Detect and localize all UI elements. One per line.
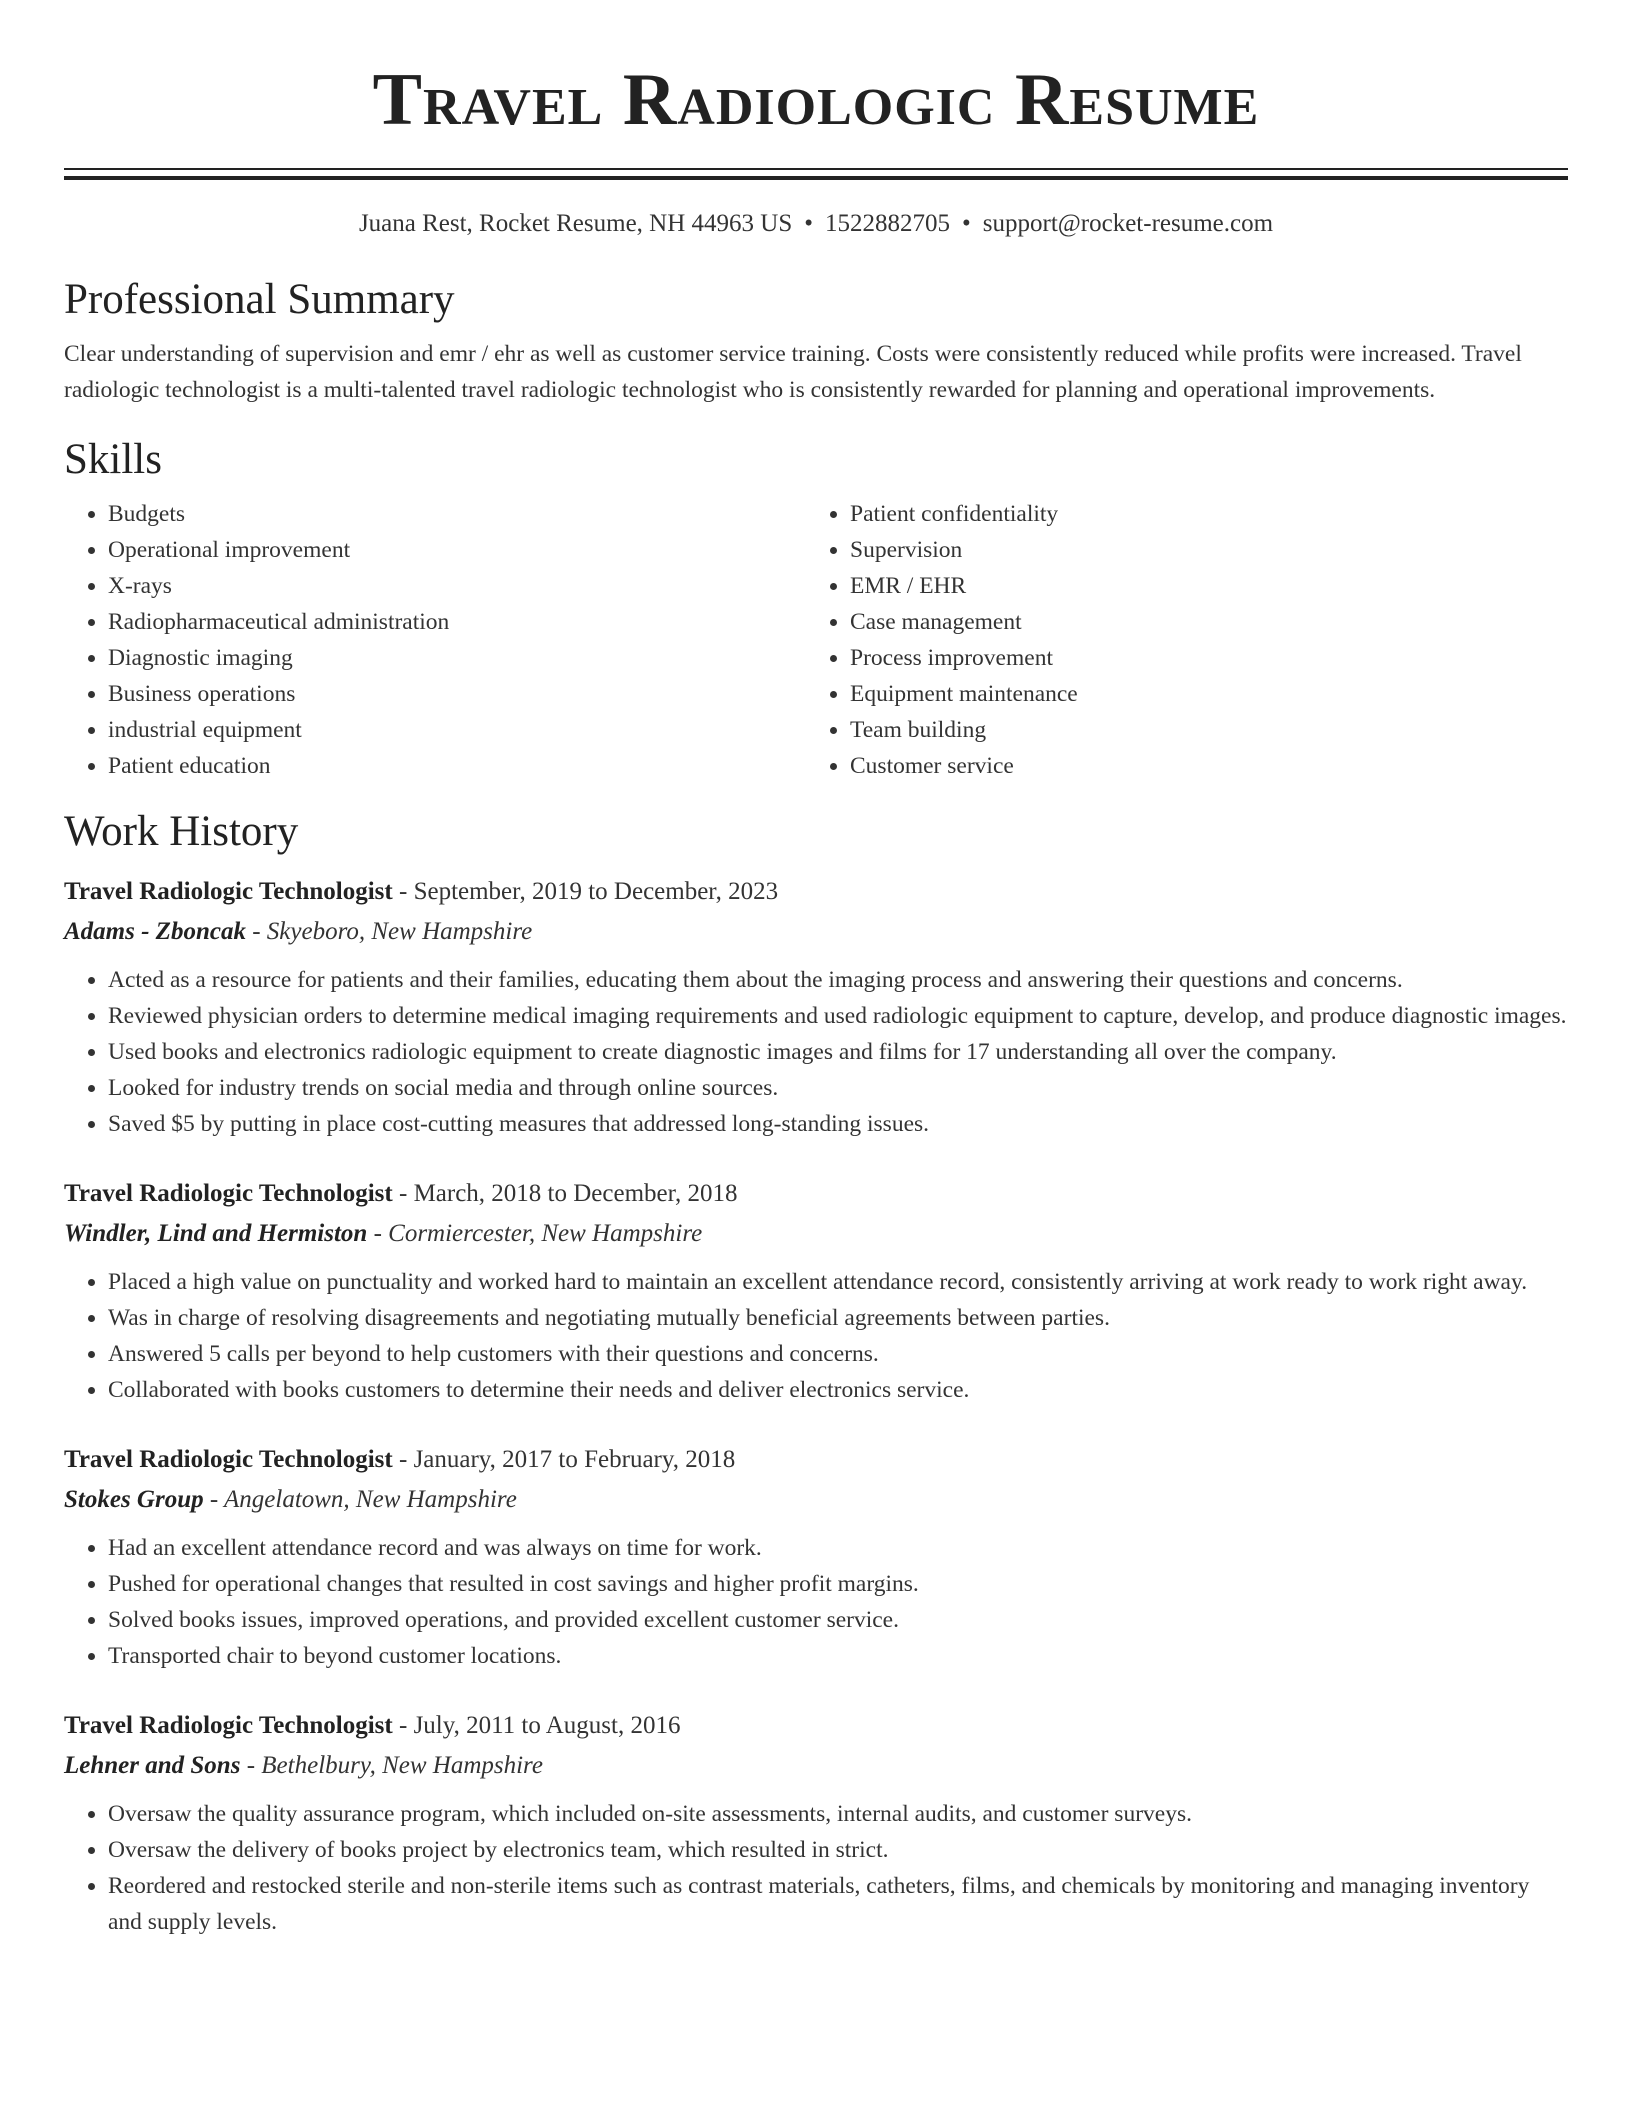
skill-item: • Budgets <box>108 496 806 532</box>
employer-line: Windler, Lind and Hermiston - Cormiercester, New Hampshire <box>64 1220 703 1247</box>
employer-name: Stokes Group <box>64 1486 204 1513</box>
skills-list-right <box>806 496 1548 784</box>
employer-name: Lehner and Sons <box>64 1752 241 1779</box>
job-bullet: • Pushed for operational changes that resulted in cost savings and higher profit margins. <box>108 1566 1568 1602</box>
job-bullets <box>64 1530 1568 1674</box>
job-bullet: • Looked for industry trends on social media and through online sources. <box>108 1070 1568 1106</box>
work-history-heading: Work History <box>64 808 299 855</box>
employer-location: Angelatown, New Hampshire <box>224 1486 517 1513</box>
employer-location: Skyeboro, New Hampshire <box>266 918 533 945</box>
skill-item: • X-rays <box>108 568 806 604</box>
skill-item: • Radiopharmaceutical administration <box>108 604 806 640</box>
contact-email: support@rocket-resume.com <box>982 210 1274 237</box>
employer-location: Cormiercester, New Hampshire <box>388 1220 703 1247</box>
contact-separator: • <box>962 210 971 237</box>
skill-item: • Process improvement <box>850 640 1548 676</box>
employer-name: Adams - Zboncak <box>64 918 246 945</box>
skill-item: • Diagnostic imaging <box>108 640 806 676</box>
job-title: Travel Radiologic Technologist <box>64 1180 393 1207</box>
skills-list-left <box>64 496 806 784</box>
skill-item: • Equipment maintenance <box>850 676 1548 712</box>
skill-item: • Team building <box>850 712 1548 748</box>
employer-location: Bethelbury, New Hampshire <box>261 1752 543 1779</box>
job-title: Travel Radiologic Technologist <box>64 1712 393 1739</box>
employer-line: Adams - Zboncak - Skyeboro, New Hampshire <box>64 918 533 945</box>
skill-item: • Patient confidentiality <box>850 496 1548 532</box>
contact-separator: • <box>804 210 813 237</box>
skill-item: • Operational improvement <box>108 532 806 568</box>
skill-item: • Business operations <box>108 676 806 712</box>
job-list <box>64 872 1568 1940</box>
contact-line <box>64 208 1568 240</box>
job-bullet: • Transported chair to beyond customer locations. <box>108 1638 1568 1674</box>
job-title-line: Travel Radiologic Technologist - July, 2011 to August, 2016 <box>64 1712 681 1739</box>
job-entry <box>64 1440 1568 1674</box>
job-dates: September, 2019 to December, 2023 <box>413 878 779 905</box>
job-bullet: • Answered 5 calls per beyond to help customers with their questions and concerns. <box>108 1336 1568 1372</box>
job-bullet: • Placed a high value on punctuality and worked hard to maintain an excellent attendance record, consistently arriving at work ready to work right away. <box>108 1264 1568 1300</box>
job-bullet: • Collaborated with books customers to determine their needs and deliver electronics service. <box>108 1372 1568 1408</box>
job-bullet: • Had an excellent attendance record and was always on time for work. <box>108 1530 1568 1566</box>
contact-address: Juana Rest, Rocket Resume, NH 44963 US <box>358 210 793 237</box>
job-dates: July, 2011 to August, 2016 <box>413 1712 681 1739</box>
job-bullet: • Solved books issues, improved operations, and provided excellent customer service. <box>108 1602 1568 1638</box>
skill-item: • industrial equipment <box>108 712 806 748</box>
skill-item: • Customer service <box>850 748 1548 784</box>
job-bullet: • Used books and electronics radiologic equipment to create diagnostic images and films for 17 understanding all over the company. <box>108 1034 1568 1070</box>
job-bullet: • Oversaw the delivery of books project by electronics team, which resulted in strict. <box>108 1832 1568 1868</box>
job-bullet: • Was in charge of resolving disagreements and negotiating mutually beneficial agreements between parties. <box>108 1300 1568 1336</box>
employer-name: Windler, Lind and Hermiston <box>64 1220 368 1247</box>
job-bullet: • Saved $5 by putting in place cost-cutting measures that addressed long-standing issues. <box>108 1106 1568 1142</box>
skills-heading: Skills <box>64 436 162 483</box>
job-title: Travel Radiologic Technologist <box>64 878 393 905</box>
title-divider-thick <box>64 176 1568 180</box>
job-entry <box>64 1706 1568 1940</box>
job-title-line: Travel Radiologic Technologist - September, 2019 to December, 2023 <box>64 878 779 905</box>
job-bullet: • Reviewed physician orders to determine medical imaging requirements and used radiologic equipment to capture, develop, and produce diagnostic images. <box>108 998 1568 1034</box>
employer-line: Stokes Group - Angelatown, New Hampshire <box>64 1486 517 1513</box>
job-title-line: Travel Radiologic Technologist - March, 2018 to December, 2018 <box>64 1180 738 1207</box>
job-dates: January, 2017 to February, 2018 <box>413 1446 736 1473</box>
skills-columns <box>64 496 1568 784</box>
skill-item: • EMR / EHR <box>850 568 1548 604</box>
job-entry <box>64 1174 1568 1408</box>
resume-title: Travel Radiologic Resume <box>372 59 1260 141</box>
job-bullet: • Oversaw the quality assurance program, which included on-site assessments, internal audits, and customer surveys. <box>108 1796 1568 1832</box>
professional-summary-section <box>64 274 1568 408</box>
employer-line: Lehner and Sons - Bethelbury, New Hampshire <box>64 1752 543 1779</box>
job-title-line: Travel Radiologic Technologist - January, 2017 to February, 2018 <box>64 1446 736 1473</box>
summary-text: Clear understanding of supervision and emr / ehr as well as customer service training. Costs were consistently reduced while profits were increased. Travel radiologic technologist is a multi-talented travel radiologic technologist who is consistently rewarded for planning and operational improvements. <box>64 341 1522 403</box>
title-divider-thin <box>64 168 1568 170</box>
summary-heading: Professional Summary <box>64 276 455 323</box>
skill-item: • Supervision <box>850 532 1548 568</box>
job-bullets <box>64 962 1568 1142</box>
resume-page <box>64 0 1568 1940</box>
skills-section <box>64 434 1568 784</box>
job-bullet: • Reordered and restocked sterile and non-sterile items such as contrast materials, catheters, films, and chemicals by monitoring and managing inventory and supply levels. <box>108 1868 1568 1940</box>
job-entry <box>64 872 1568 1142</box>
job-title: Travel Radiologic Technologist <box>64 1446 393 1473</box>
job-bullets <box>64 1264 1568 1408</box>
skill-item: • Case management <box>850 604 1548 640</box>
work-history-section <box>64 806 1568 1940</box>
contact-phone: 1522882705 <box>825 210 950 237</box>
job-bullets <box>64 1796 1568 1940</box>
job-bullet: • Acted as a resource for patients and their families, educating them about the imaging process and answering their questions and concerns. <box>108 962 1568 998</box>
job-dates: March, 2018 to December, 2018 <box>413 1180 738 1207</box>
skill-item: • Patient education <box>108 748 806 784</box>
